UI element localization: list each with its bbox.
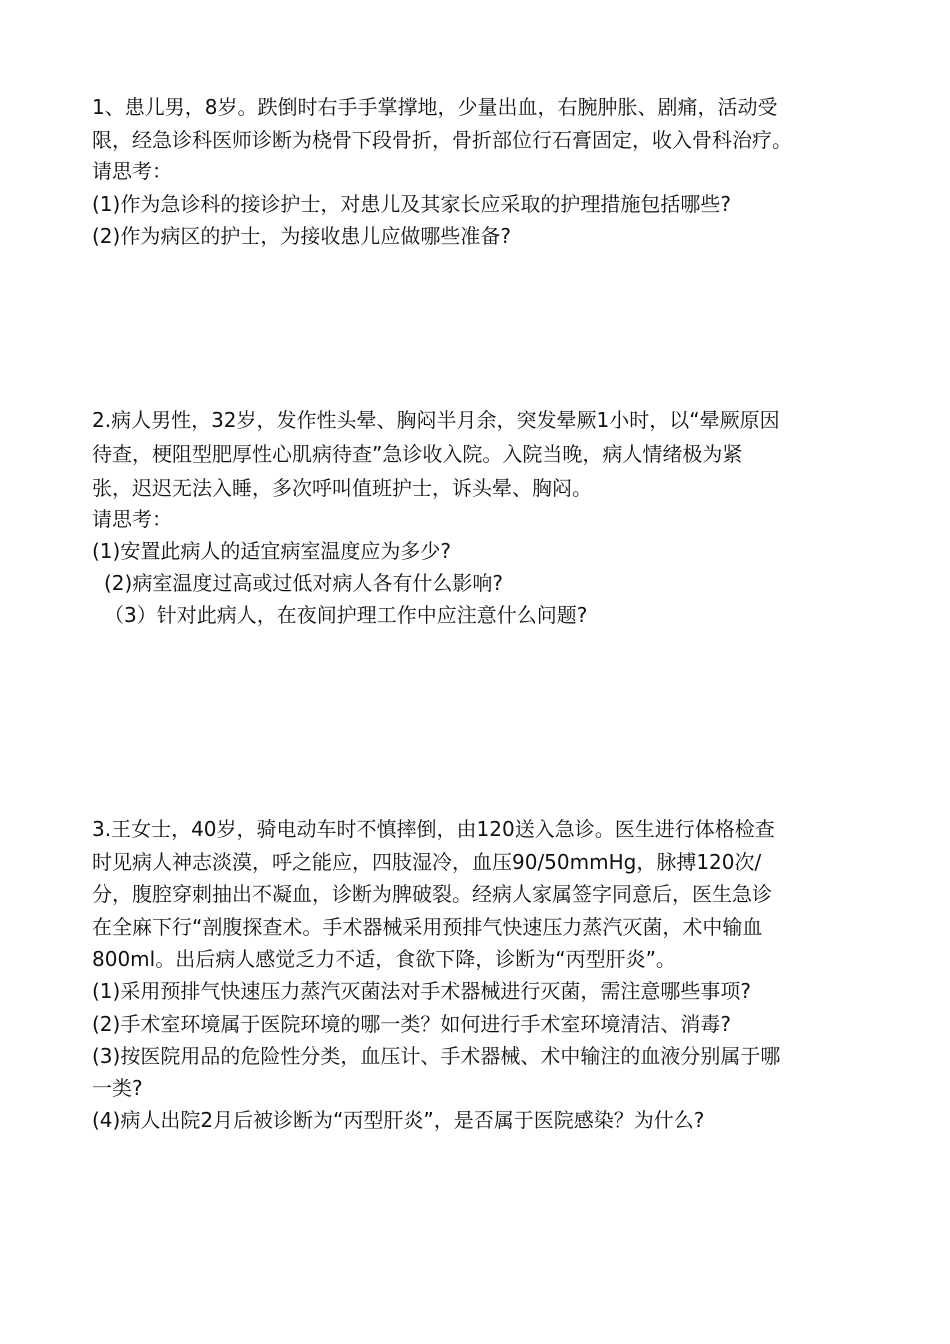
q1-sub-1: (1)作为急诊科的接诊护士，对患儿及其家长应采取的护理措施包括哪些? xyxy=(92,192,731,216)
q1-line-1: 1、患儿男，8岁。跌倒时右手手掌撑地，少量出血，右腕肿胀、剧痛，活动受 xyxy=(92,95,778,119)
q1-sub-2: (2)作为病区的护士，为接收患儿应做哪些准备? xyxy=(92,224,511,248)
q2-sub-2: (2)病室温度过高或过低对病人各有什么影响? xyxy=(104,571,503,595)
q3-sub-2: (2)手术室环境属于医院环境的哪一类？如何进行手术室环境清洁、消毒? xyxy=(92,1012,731,1036)
q2-sub-1: (1)安置此病人的适宜病室温度应为多少? xyxy=(92,539,451,563)
q3-line-5: 800ml。出后病人感觉乏力不适，食欲下降，诊断为“丙型肝炎”。 xyxy=(92,947,676,971)
q2-sub-3: （3）针对此病人，在夜间护理工作中应注意什么问题? xyxy=(104,603,588,627)
q3-line-1: 3.王女士，40岁，骑电动车时不慎摔倒，由120送入急诊。医生进行体格检查 xyxy=(92,817,775,841)
q3-sub-4: (4)病人出院2月后被诊断为“丙型肝炎”，是否属于医院感染？为什么? xyxy=(92,1108,705,1132)
q2-prompt: 请思考： xyxy=(92,507,172,531)
q1-line-2: 限，经急诊科医师诊断为桡骨下段骨折，骨折部位行石膏固定，收入骨科治疗。 xyxy=(92,128,792,152)
q3-line-3: 分，腹腔穿刺抽出不凝血，诊断为脾破裂。经病人家属签字同意后，医生急诊 xyxy=(92,882,772,906)
q2-line-2: 待查，梗阻型肥厚性心肌病待查”急诊收入院。入院当晚，病人情绪极为紧 xyxy=(92,442,743,466)
q3-line-2: 时见病人神志淡漠，呼之能应，四肢湿冷，血压90/50mmHg，脉搏120次/ xyxy=(92,850,762,874)
q3-sub-3: (3)按医院用品的危险性分类，血压计、手术器械、术中输注的血液分别属于哪 xyxy=(92,1044,781,1068)
q2-line-3: 张，迟迟无法入睡，多次呼叫值班护士，诉头晕、胸闷。 xyxy=(92,476,592,500)
q3-sub-3-cont: 一类? xyxy=(92,1076,143,1100)
q3-sub-1: (1)采用预排气快速压力蒸汽灭菌法对手术器械进行灭菌，需注意哪些事项? xyxy=(92,979,751,1003)
q3-line-4: 在全麻下行“剖腹探查术。手术器械采用预排气快速压力蒸汽灭菌，术中输血 xyxy=(92,915,763,939)
q1-prompt: 请思考： xyxy=(92,159,172,183)
q2-line-1: 2.病人男性，32岁，发作性头晕、胸闷半月余，突发晕厥1小时，以“晕厥原因 xyxy=(92,408,780,432)
